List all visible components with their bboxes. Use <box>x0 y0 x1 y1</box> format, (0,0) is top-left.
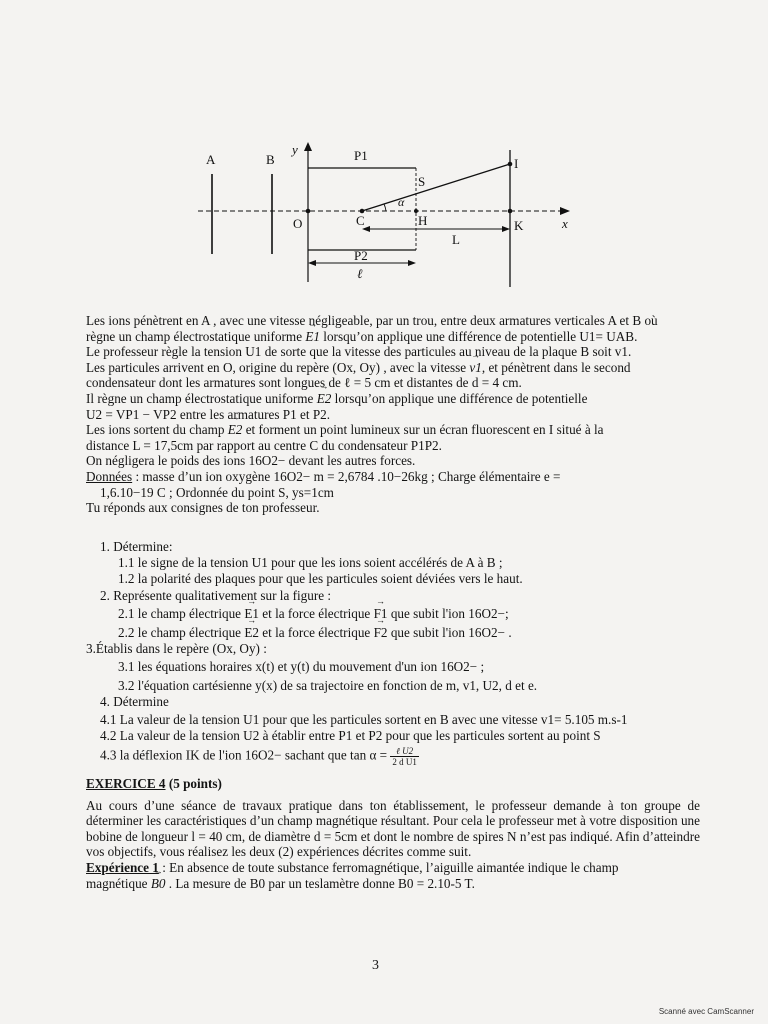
question-4-3: 4.3 la déflexion IK de l'ion 16O2− sachant que tan α = $\frac{\text{ℓ U2}}{\text{2 d U1}}$ <box>100 746 417 768</box>
x-axis-arrow <box>560 207 570 215</box>
data-line: 1,6.10−19 C ; Ordonnée du point S, ys=1cm <box>100 484 334 500</box>
angle-arc <box>384 204 386 211</box>
exercise-4 <box>86 776 700 891</box>
label-p1: P1 <box>354 148 368 163</box>
intro-line: distance L = 17,5cm par rapport au centre C du condensateur P1P2. <box>86 437 442 453</box>
instruction-line: Tu réponds aux consignes de ton professeur. <box>86 500 320 516</box>
intro-line: condensateur dont les armatures sont longues de ℓ = 5 cm et distantes de d = 4 cm. <box>86 375 522 391</box>
label-x: x <box>562 216 568 231</box>
intro-line: On négligera le poids des ions 16O2− devant les autres forces. <box>86 453 416 469</box>
question-1-2: 1.2 la polarité des plaques pour que les particules soient déviées vers le haut. <box>118 571 523 587</box>
question-2: 2. Représente qualitativement sur la figure : <box>100 587 332 603</box>
intro-line: Les ions sortent du champ → E2 et forment un point lumineux sur un écran fluorescent en I situé à la <box>86 422 700 438</box>
label-ell: ℓ <box>357 266 363 281</box>
experience-1: Expérience 1 : En absence de toute substance ferromagnétique, l’aiguille aimantée indique le champ <box>86 859 619 875</box>
label-o: O <box>293 216 303 231</box>
questions <box>86 539 700 767</box>
exercise-4-title: EXERCICE 4 (5 points) <box>86 776 222 791</box>
intro-line: Il règne un champ électrostatique uniforme → E2 lorsqu’on applique une différence de potentielle <box>86 391 700 407</box>
label-y: y <box>292 142 298 157</box>
intro-text <box>86 313 700 516</box>
question-1-1: 1.1 le signe de la tension U1 pour que les ions soient accélérés de A à B ; <box>118 555 503 571</box>
deflection-diagram <box>150 132 600 292</box>
question-3: 3.Établis dans le repère (Ox, Oy) : <box>86 641 267 657</box>
y-axis-arrow <box>304 142 312 151</box>
question-4-2: 4.2 La valeur de la tension U2 à établir entre P1 et P2 pour que les particules sortent au point S <box>100 728 601 744</box>
question-4: 4. Détermine <box>100 693 169 709</box>
intro-line: Les particules arrivent en O, origine du repère (Ox, Oy) , avec la vitesse → v1, et pénètrent dans le second <box>86 360 700 376</box>
intro-line: règne un champ électrostatique uniforme → E1 lorsqu’on applique une différence de potentielle U1= UAB. <box>86 329 700 345</box>
intro-line: Le professeur règle la tension U1 de sorte que la vitesse des particules au niveau de la plaque B soit v1. <box>86 344 632 360</box>
exercise-4-paragraph: Au cours d’une séance de travaux pratique dans ton établissement, le professeur demande à ton groupe de déterminer les caractéristiques d’un champ magnétique résultant. Pour cela le professeur met à votre disposition une bobine de longueur l = 40 cm, de diamètre d = 5cm et dont le nombre de spires N n’est pas indiqué. Afin d’atteindre vos objectifs, vous réalisez les deux (2) expériences décrites comme suit. <box>86 797 700 860</box>
label-h: H <box>418 213 428 228</box>
label-s: S <box>418 174 426 189</box>
data-line: Données : masse d’un ion oxygène 16O2− m = 2,6784 .10−26kg ; Charge élémentaire e = <box>86 468 561 484</box>
label-i: I <box>514 156 519 171</box>
label-k: K <box>514 218 524 233</box>
question-3-2: 3.2 l'équation cartésienne y(x) de sa trajectoire en fonction de m, v1, U2, d et e. <box>118 677 538 693</box>
label-c: C <box>356 213 365 228</box>
intro-line: Les ions pénètrent en A , avec une vitesse négligeable, par un trou, entre deux armatures verticales A et B où <box>86 313 658 328</box>
tan-fraction: $\frac{\text{ℓ U2}}{\text{2 d U1}}$ <box>392 746 417 768</box>
question-4-1: 4.1 La valeur de la tension U1 pour que les particules sortent en B avec une vitesse v1= 5.105 m.s-1 <box>100 712 628 728</box>
scanner-watermark: Scanné avec CamScanner <box>658 1007 754 1016</box>
question-3-1: 3.1 les équations horaires x(t) et y(t) du mouvement d'un ion 16O2− ; <box>118 659 485 675</box>
experience-1-line2: magnétique → B0 . La mesure de B0 par un teslamètre donne B0 = 2.10-5 T. <box>86 876 700 892</box>
label-a: A <box>206 152 216 167</box>
label-l: L <box>452 232 460 247</box>
label-p2: P2 <box>354 248 368 263</box>
question-2-2: 2.2 le champ électrique → E2 et la force électrique → F2 que subit l'ion 16O2− . <box>86 625 700 641</box>
question-1: 1. Détermine: <box>100 539 173 554</box>
question-2-1: 2.1 le champ électrique → E1 et la force électrique → F1 que subit l'ion 16O2−; <box>86 606 700 622</box>
label-b: B <box>266 152 275 167</box>
label-alpha: α <box>398 195 405 209</box>
intro-line: U2 = VP1 − VP2 entre les armatures P1 et P2. <box>86 406 331 422</box>
page-number: 3 <box>372 958 379 973</box>
